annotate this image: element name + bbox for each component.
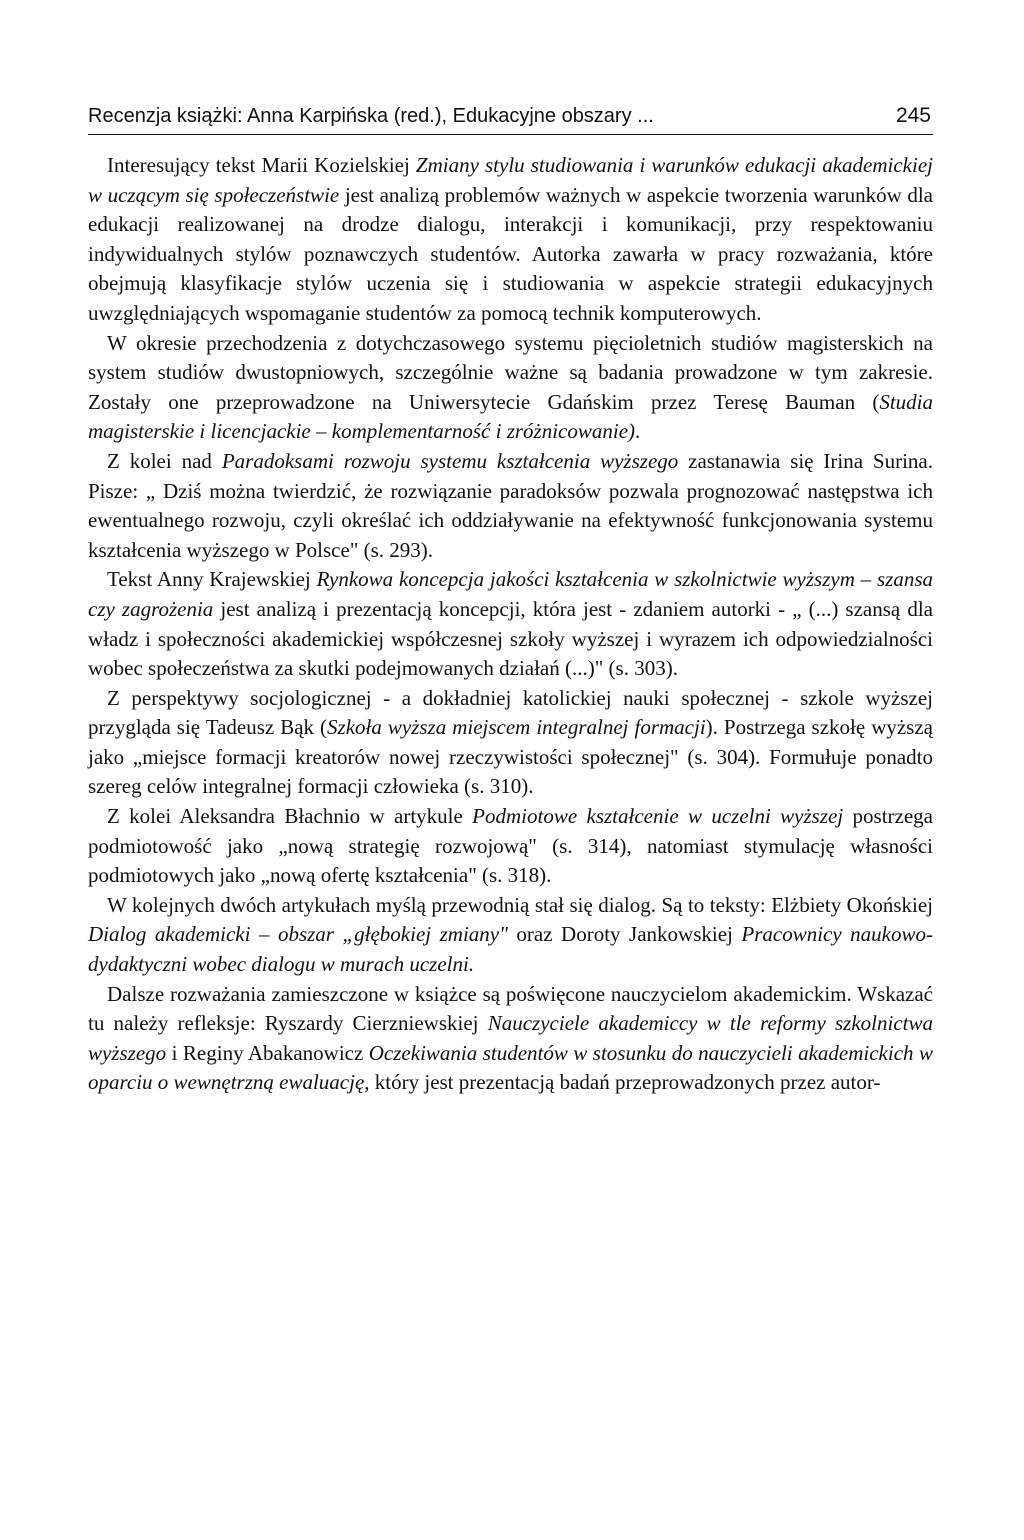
paragraph <box>88 447 933 565</box>
text-run: Z kolei Aleksandra Błachnio w artykule <box>107 804 473 829</box>
work-title: Studia magisterskie i licencjackie – komplementarność i zróżnicowanie) <box>88 389 933 444</box>
work-title: Zmiany stylu studiowania i warunków edukacji akademickiej w uczącym się społeczeństwie <box>88 153 933 207</box>
text-run: Z perspektywy socjologicznej - a dokładniej katolickiej nauki społecznej - szkole wyższej przygląda się Tadeusz Bąk ( <box>88 685 933 740</box>
text-run: jest analizą i prezentacją koncepcji, która jest - zdaniem autorki - „ (...) szansą dla władz i społeczności akademickiej współczesnej szkoły wyższej i wyrazem ich odpowiedzialności wobec społeczeństwa za skutki podejmowanych działań (...)" (s. 303). <box>88 596 933 681</box>
text-run: zastanawia się Irina Surina. Pisze: „ Dziś można twierdzić, że rozwiązanie paradoksów pozwala prognozować następstwa ich ewentualnego rozwoju, czyli określać ich oddziaływanie na efektywność funkcjonowania systemu kształcenia wyższego w Polsce" (s. 293). <box>88 448 933 562</box>
work-title: Nauczyciele akademiccy w tle reformy szkolnictwa wyższego <box>88 1011 933 1065</box>
work-title: Rynkowa koncepcja jakości kształcenia w szkolnictwie wyższym – szansa czy zagrożenia <box>88 567 933 621</box>
text-run: Z kolei nad <box>107 448 222 473</box>
work-title: Podmiotowe kształcenie w uczelni wyższej <box>472 804 844 829</box>
text-run: ). Postrzega szkołę wyższą jako „miejsce formacji kreatorów nowej rzeczywistości społecznej" (s. 304). Formułuje ponadto szereg celów integralnej formacji człowieka (s. 310). <box>88 715 933 799</box>
paragraph <box>88 684 933 802</box>
paragraph <box>88 891 933 980</box>
work-title: Dialog akademicki – obszar „głębokiej zmiany" <box>88 922 508 947</box>
text-run: W okresie przechodzenia z dotychczasowego systemu pięcioletnich studiów magisterskich na system studiów dwustopniowych, szczególnie ważne są badania prowadzone w tym zakresie. Zostały one przeprowadzone na Uniwersytecie Gdańskim przez Teresę Bauman ( <box>88 330 933 414</box>
text-run: , który jest prezentacją badań przeprowadzonych przez autor- <box>364 1070 881 1095</box>
text-run: Dalsze rozważania zamieszczone w książce są poświęcone nauczycielom akademickim. Wskazać tu należy refleksje: Ryszardy Cierzniewskiej <box>88 981 933 1036</box>
body-text <box>88 151 933 1098</box>
text-run: jest analizą problemów ważnych w aspekcie tworzenia warunków dla edukacji realizowanej na drodze dialogu, interakcji i komunikacji, przy respektowaniu indywidualnych stylów poznawczych studentów. Autorka zawarła w pracy rozważania, które obejmują klasyfikacje stylów uczenia się i studiowania w aspekcie strategii edukacyjnych uwzględniających wspomaganie studentów za pomocą technik komputerowych. <box>88 182 934 325</box>
text-run: i Reginy Abakanowicz <box>166 1040 369 1065</box>
page-number: 245 <box>895 104 931 127</box>
text-run: postrzega podmiotowość jako „nową strategię rozwojową" (s. 314), natomiast stymulację własności podmiotowych jako „nową ofertę kształcenia" (s. 318). <box>88 804 933 888</box>
text-run: Interesujący tekst Marii Kozielskiej <box>107 153 416 177</box>
paragraph <box>88 980 933 1098</box>
work-title: Pracownicy naukowo-dydaktyczni wobec dialogu w murach uczelni. <box>88 922 933 977</box>
paragraph <box>88 802 933 891</box>
running-head-title: Recenzja książki: Anna Karpińska (red.), Edukacyjne obszary ... <box>88 105 654 127</box>
work-title: Paradoksami rozwoju systemu kształcenia wyższego <box>221 448 679 473</box>
paragraph <box>88 565 933 683</box>
running-head <box>88 100 933 135</box>
paragraph <box>88 151 933 329</box>
work-title: Szkoła wyższa miejscem integralnej formacji <box>327 715 706 740</box>
work-title: Oczekiwania studentów w stosunku do nauczycieli akademickich w oparciu o wewnętrzną ewaluację <box>88 1040 933 1095</box>
text-run: . <box>635 419 641 444</box>
text-run: W kolejnych dwóch artykułach myślą przewodnią stał się dialog. Są to teksty: Elżbiety Okońskiej <box>107 892 933 917</box>
text-run: Tekst Anny Krajewskiej <box>107 567 317 592</box>
paragraph <box>88 329 933 447</box>
text-run: oraz Doroty Jankowskiej <box>507 922 742 947</box>
